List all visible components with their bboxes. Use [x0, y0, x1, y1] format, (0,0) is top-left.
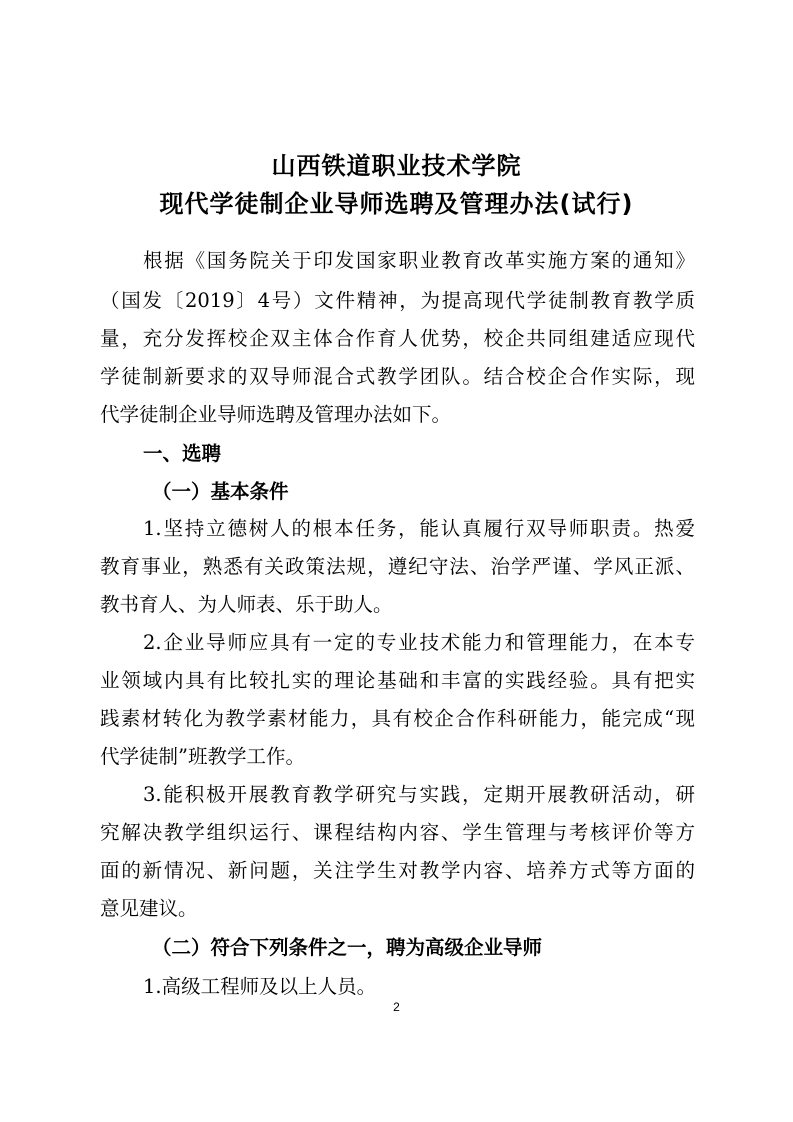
item1-line-2: 教育事业，熟悉有关政策法规，遵纪守法、治学严谨、学风正派、	[100, 555, 695, 578]
item1-line-3: 教书育人、为人师表、乐于助人。	[100, 593, 393, 616]
item3-line-4: 意见建议。	[100, 897, 198, 920]
intro-line-3: 量，充分发挥校企双主体合作育人优势，校企共同组建适应现代	[100, 327, 695, 350]
intro-line-5: 代学徒制企业导师选聘及管理办法如下。	[100, 403, 452, 426]
item2-line-4: 代学徒制”班教学工作。	[100, 745, 305, 768]
intro-line-2: （国发〔2019〕4号）文件精神，为提高现代学徒制教育教学质	[100, 289, 695, 312]
section-heading: 一、选聘	[143, 442, 222, 465]
item3-line-1: 3.能积极开展教育教学研究与实践，定期开展教研活动，研	[143, 783, 695, 806]
item2-line-2: 业领域内具有比较扎实的理论基础和丰富的实践经验。具有把实	[100, 669, 695, 692]
document-title-line-2: 现代学徒制企业导师选聘及管理办法(试行)	[159, 190, 634, 218]
document-title-line-1: 山西铁道职业技术学院	[271, 152, 522, 180]
subsection-heading: （一）基本条件	[152, 480, 289, 503]
item3-line-3: 面的新情况、新问题，关注学生对教学内容、培养方式等方面的	[100, 859, 695, 882]
subsection-heading-2: （二）符合下列条件之一，聘为高级企业导师	[152, 936, 543, 959]
item3-line-2: 究解决教学组织运行、课程结构内容、学生管理与考核评价等方	[100, 821, 695, 844]
intro-line-4: 学徒制新要求的双导师混合式教学团队。结合校企合作实际，现	[100, 365, 695, 388]
intro-line-1: 根据《国务院关于印发国家职业教育改革实施方案的通知》	[143, 249, 695, 272]
page-number: 2	[393, 1000, 400, 1014]
item2-line-3: 践素材转化为教学素材能力，具有校企合作科研能力，能完成“现	[100, 707, 695, 730]
item2-line-1: 2.企业导师应具有一定的专业技术能力和管理能力，在本专	[143, 631, 695, 654]
item1-line-1: 1.坚持立德树人的根本任务，能认真履行双导师职责。热爱	[143, 517, 695, 540]
sub2-item1-line: 1.高级工程师及以上人员。	[143, 975, 377, 998]
